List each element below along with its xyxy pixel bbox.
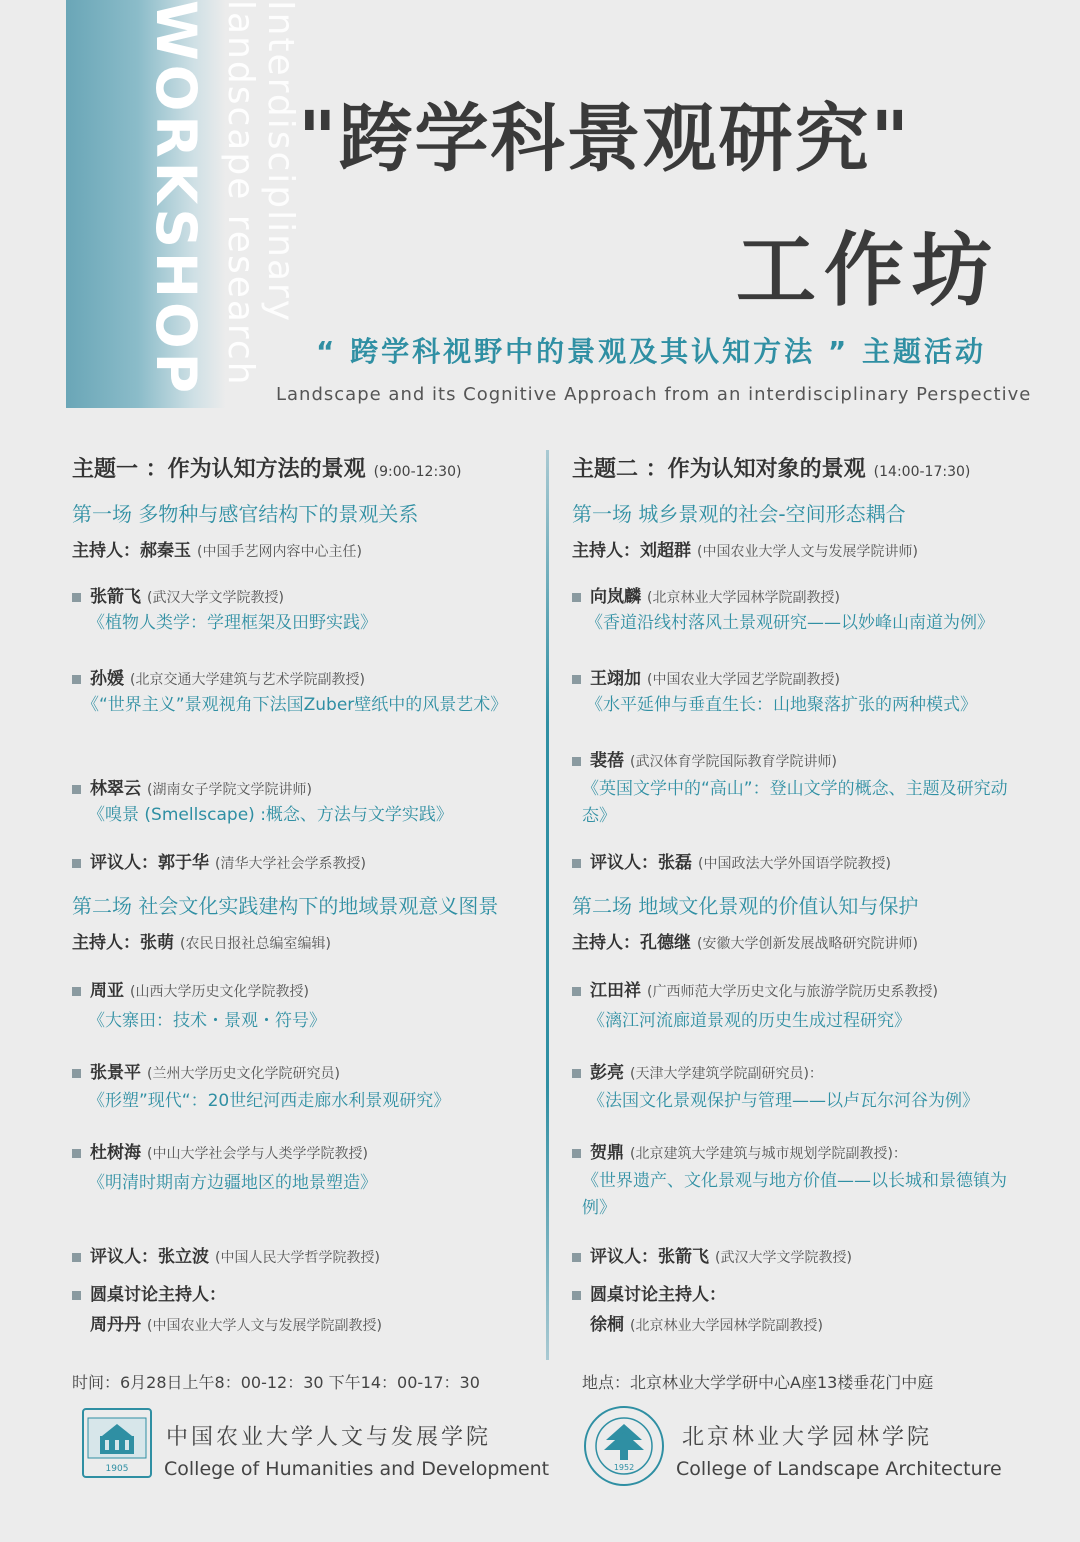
bullet-square-icon [72,1149,81,1158]
speaker-name: 张景平 [90,1063,141,1083]
host-name: 主持人：刘超群 [572,541,691,561]
bullet-square-icon [572,1253,581,1262]
session-title: 第一场 多物种与感官结构下的景观关系 [72,502,419,526]
talk-title: 《英国文学中的“高山”：登山文学的概念、主题及研究动态》 [582,779,1008,826]
bjfu-logo-year: 1952 [613,1463,635,1472]
reviewer [72,1242,380,1267]
host-name: 主持人：孔德继 [572,933,691,953]
session-host [572,536,918,561]
speaker [72,976,309,1001]
host-affiliation: (安徽大学创新发展战略研究院讲师) [697,936,918,952]
talk-title: 《嗅景 (Smellscape) :概念、方法与文学实践》 [88,805,453,825]
speaker [72,582,284,607]
host-name: 主持人：张萌 [72,933,174,953]
talk-title: 《大寨田：技术・景观・符号》 [88,1011,326,1031]
institution-2-name: 北京林业大学园林学院 [682,1425,933,1450]
speaker [572,746,837,771]
bullet-square-icon [572,859,581,868]
bullet-square-icon [72,859,81,868]
speaker-name: 贺鼎 [590,1143,624,1163]
bullet-square-icon [572,1291,581,1300]
roundtable-person [572,1310,823,1335]
bullet-square-icon [572,1069,581,1078]
institution-1-name: 中国农业大学人文与发展学院 [166,1425,492,1450]
reviewer-affiliation: (武汉大学文学院教授) [715,1250,852,1266]
roundtable-affiliation: (中国农业大学人文与发展学院副教授) [147,1318,382,1334]
bullet-square-icon [72,675,81,684]
speaker-affiliation: (北京林业大学园林学院副教授) [647,590,840,606]
talk-title: 《明清时期南方边疆地区的地景塑造》 [88,1173,377,1193]
talk-title: 《漓江河流廊道景观的历史生成过程研究》 [588,1011,911,1031]
banner-workshop: WORKSHOP [144,0,208,398]
reviewer-name: 评议人：张箭飞 [590,1247,709,1267]
speaker-affiliation: (武汉体育学院国际教育学院讲师) [630,754,837,770]
theme-two-time: (14:00-17:30) [873,464,971,480]
talk-title: 《植物人类学：学理框架及田野实践》 [88,613,377,633]
theme-one-title: 主题一 ：作为认知方法的景观 [72,457,366,482]
speaker-name: 林翠云 [90,779,141,799]
reviewer [72,848,366,873]
host-affiliation: (中国手艺网内容中心主任) [197,544,362,560]
theme-one-time: (9:00-12:30) [373,464,462,480]
roundtable-label: 圆桌讨论主持人： [90,1285,226,1305]
bjfu-emblem-icon [582,1404,666,1488]
session-title: 第二场 地域文化景观的价值认知与保护 [572,894,919,918]
roundtable-name: 徐桐 [590,1315,624,1335]
bullet-square-icon [572,1149,581,1158]
bullet-square-icon [72,987,81,996]
bullet-square-icon [72,785,81,794]
reviewer [572,848,891,873]
banner-interdisciplinary: Interdisciplinary [260,0,301,324]
main-title: "跨学科景观研究" [298,96,912,182]
speaker-name: 孙媛 [90,669,124,689]
speaker [572,976,938,1001]
reviewer [572,1242,852,1267]
speaker-name: 裴蓓 [590,751,624,771]
theme-english: Landscape and its Cognitive Approach from an interdisciplinary Perspective [276,384,1032,405]
speaker [572,664,840,689]
speaker [572,582,840,607]
talk-title: 《香道沿线村落风土景观研究——以妙峰山南道为例》 [586,613,994,633]
roundtable-name: 周丹丹 [90,1315,141,1335]
bullet-square-icon [572,987,581,996]
speaker-affiliation: (天津大学建筑学院副研究员)： [630,1066,823,1082]
speaker-affiliation: (北京交通大学建筑与艺术学院副教授) [130,672,365,688]
reviewer-affiliation: (中国政法大学外国语学院教授) [698,856,891,872]
reviewer-name: 评议人：郭于华 [90,853,209,873]
host-affiliation: (农民日报社总编室编辑) [180,936,331,952]
institution-2-english: College of Landscape Architecture [676,1458,1002,1480]
column-divider [546,450,549,1360]
speaker-affiliation: (广西师范大学历史文化与旅游学院历史系教授) [647,984,938,1000]
talk-title: 《水平延伸与垂直生长：山地聚落扩张的两种模式》 [586,695,977,715]
bullet-square-icon [72,1291,81,1300]
session-host [72,536,362,561]
speaker [72,1138,368,1163]
speaker-affiliation: (武汉大学文学院教授) [147,590,284,606]
host-affiliation: (中国农业大学人文与发展学院讲师) [697,544,918,560]
session-host [572,928,918,953]
theme-chinese: “ 跨学科视野中的景观及其认知方法 ” 主题活动 [316,335,987,368]
speaker-affiliation: (北京建筑大学建筑与城市规划学院副教授)： [630,1146,907,1162]
speaker-affiliation: (中国农业大学园艺学院副教授) [647,672,840,688]
speaker-name: 张箭飞 [90,587,141,607]
main-subtitle: 工作坊 [736,224,1000,317]
theme-one-heading [72,452,461,483]
speaker [72,664,365,689]
reviewer-affiliation: (清华大学社会学系教授) [215,856,366,872]
speaker-affiliation: (中山大学社会学与人类学学院教授) [147,1146,368,1162]
session-title: 第一场 城乡景观的社会-空间形态耦合 [572,502,906,526]
theme-two-title: 主题二 ：作为认知对象的景观 [572,457,866,482]
speaker-name: 王翊加 [590,669,641,689]
talk-title: 《世界遗产、文化景观与地方价值——以长城和景德镇为例》 [582,1171,1007,1218]
speaker-affiliation: (湖南女子学院文学院讲师) [147,782,312,798]
bullet-square-icon [72,1253,81,1262]
speaker-name: 向岚麟 [590,587,641,607]
session-title: 第二场 社会文化实践建构下的地域景观意义图景 [72,894,499,918]
roundtable-person [72,1310,382,1335]
cau-emblem-icon [82,1408,152,1478]
cau-logo-year: 1905 [105,1464,129,1474]
bullet-square-icon [72,593,81,602]
session-host [72,928,331,953]
roundtable-host [72,1280,226,1305]
speaker-name: 江田祥 [590,981,641,1001]
bullet-square-icon [572,593,581,602]
talk-title: 《法国文化景观保护与管理——以卢瓦尔河谷为例》 [588,1091,979,1111]
speaker-name: 周亚 [90,981,124,1001]
roundtable-host [572,1280,726,1305]
talk-title: 《形塑”现代“：20世纪河西走廊水利景观研究》 [88,1091,451,1111]
event-place: 地点：北京林业大学学研中心A座13楼垂花门中庭 [582,1373,934,1392]
banner-landscape-research: landscape research [220,0,261,387]
host-name: 主持人：郝秦玉 [72,541,191,561]
vertical-banner [66,0,301,408]
reviewer-name: 评议人：张立波 [90,1247,209,1267]
speaker-affiliation: (山西大学历史文化学院教授) [130,984,309,1000]
bullet-square-icon [572,675,581,684]
speaker [72,774,312,799]
roundtable-label: 圆桌讨论主持人： [590,1285,726,1305]
reviewer-name: 评议人：张磊 [590,853,692,873]
bullet-square-icon [572,757,581,766]
event-time: 时间：6月28日上午8：00-12：30 下午14：00-17：30 [72,1373,480,1392]
speaker-name: 杜树海 [90,1143,141,1163]
speaker-affiliation: (兰州大学历史文化学院研究员) [147,1066,340,1082]
speaker-name: 彭亮 [590,1063,624,1083]
reviewer-affiliation: (中国人民大学哲学院教授) [215,1250,380,1266]
speaker [572,1138,907,1163]
talk-title: 《“世界主义”景观视角下法国Zuber壁纸中的风景艺术》 [82,695,508,715]
roundtable-affiliation: (北京林业大学园林学院副教授) [630,1318,823,1334]
speaker [572,1058,823,1083]
bullet-square-icon [72,1069,81,1078]
institution-1-english: College of Humanities and Development [164,1458,550,1480]
speaker [72,1058,340,1083]
theme-two-heading [572,452,970,483]
